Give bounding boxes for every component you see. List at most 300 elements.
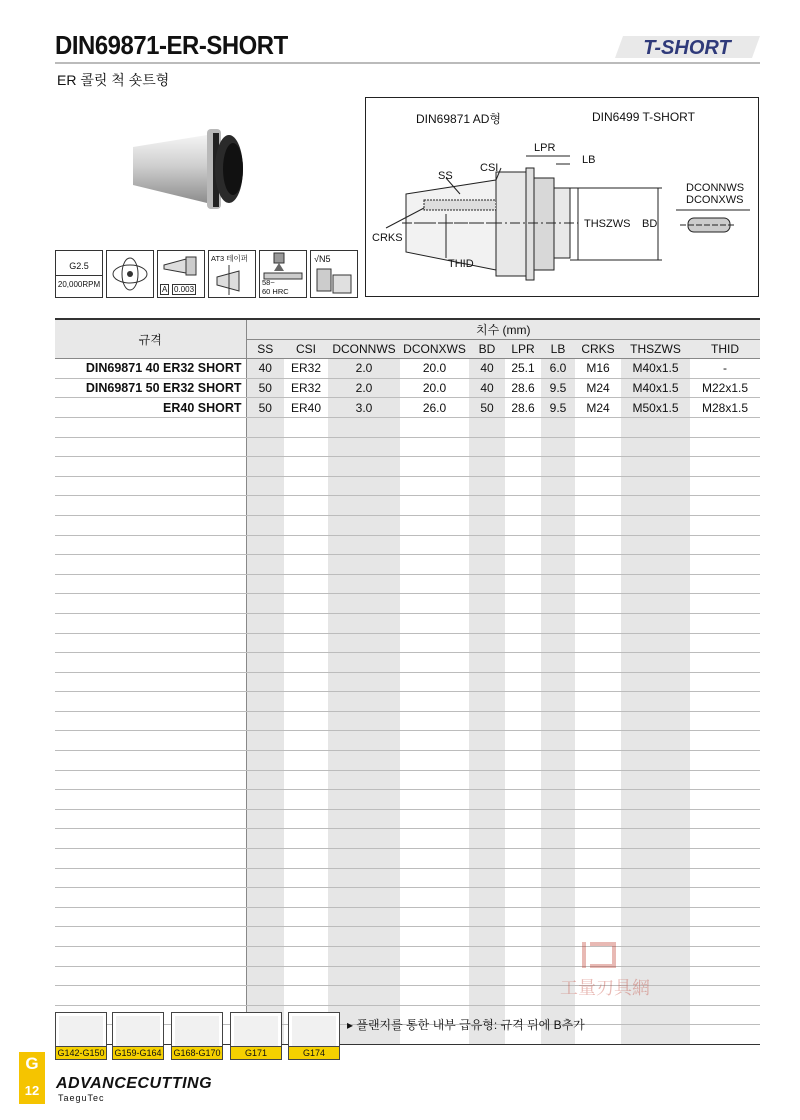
empty-cell: [621, 790, 690, 810]
product-photo: [125, 125, 255, 215]
empty-cell: [575, 692, 621, 712]
empty-cell: [55, 633, 246, 653]
empty-cell: [621, 770, 690, 790]
empty-cell: [400, 692, 469, 712]
empty-cell: [505, 770, 541, 790]
empty-cell: [505, 476, 541, 496]
svg-text:工量刃具網: 工量刃具網: [560, 978, 650, 999]
empty-cell: [469, 888, 505, 908]
empty-cell: [621, 515, 690, 535]
empty-cell: [284, 770, 328, 790]
empty-cell: [690, 907, 760, 927]
empty-cell: [575, 731, 621, 751]
empty-cell: [284, 633, 328, 653]
empty-cell: [246, 947, 284, 967]
empty-row: [55, 633, 760, 653]
dim-ss: SS: [438, 170, 453, 182]
empty-cell: [469, 868, 505, 888]
empty-cell: [284, 574, 328, 594]
empty-cell: [284, 417, 328, 437]
empty-cell: [505, 868, 541, 888]
empty-cell: [469, 907, 505, 927]
empty-cell: [690, 751, 760, 771]
empty-cell: [246, 711, 284, 731]
empty-cell: [575, 790, 621, 810]
empty-cell: [55, 947, 246, 967]
empty-cell: [246, 966, 284, 986]
col-header: CRKS: [575, 339, 621, 359]
empty-cell: [328, 535, 400, 555]
empty-cell: [541, 711, 575, 731]
empty-cell: [690, 535, 760, 555]
empty-cell: [621, 751, 690, 771]
pull-stud-icon: [116, 1016, 160, 1046]
spec-table: [55, 318, 760, 1045]
empty-cell: [328, 672, 400, 692]
empty-cell: [55, 790, 246, 810]
empty-cell: [469, 633, 505, 653]
empty-cell: [284, 907, 328, 927]
cell: 50: [246, 398, 284, 418]
empty-cell: [284, 457, 328, 477]
empty-cell: [469, 947, 505, 967]
empty-cell: [400, 770, 469, 790]
empty-cell: [55, 907, 246, 927]
empty-row: [55, 751, 760, 771]
empty-cell: [621, 417, 690, 437]
standard-label-left: DIN69871 AD형: [416, 112, 501, 126]
empty-row: [55, 829, 760, 849]
col-header: LB: [541, 339, 575, 359]
empty-cell: [621, 594, 690, 614]
empty-cell: [55, 692, 246, 712]
empty-cell: [246, 555, 284, 575]
empty-cell: [575, 829, 621, 849]
empty-cell: [541, 770, 575, 790]
empty-cell: [400, 907, 469, 927]
empty-cell: [400, 437, 469, 457]
empty-row: [55, 731, 760, 751]
empty-cell: [621, 476, 690, 496]
empty-cell: [690, 927, 760, 947]
section-letter: G: [25, 1054, 39, 1073]
empty-cell: [55, 496, 246, 516]
empty-cell: [246, 535, 284, 555]
empty-cell: [505, 751, 541, 771]
empty-cell: [505, 731, 541, 751]
empty-cell: [690, 947, 760, 967]
empty-cell: [284, 613, 328, 633]
empty-cell: [541, 555, 575, 575]
empty-cell: [284, 966, 328, 986]
empty-cell: [469, 790, 505, 810]
empty-cell: [505, 417, 541, 437]
empty-cell: [284, 535, 328, 555]
empty-row: [55, 476, 760, 496]
empty-cell: [328, 692, 400, 712]
empty-cell: [246, 986, 284, 1006]
empty-cell: [690, 496, 760, 516]
empty-cell: [284, 476, 328, 496]
empty-cell: [400, 672, 469, 692]
empty-cell: [328, 888, 400, 908]
empty-cell: [328, 457, 400, 477]
empty-cell: [541, 476, 575, 496]
cell: M40x1.5: [621, 359, 690, 379]
empty-cell: [284, 515, 328, 535]
empty-cell: [55, 986, 246, 1006]
dim-lb: LB: [582, 154, 596, 166]
empty-cell: [284, 829, 328, 849]
empty-cell: [690, 417, 760, 437]
empty-cell: [400, 496, 469, 516]
empty-cell: [246, 907, 284, 927]
empty-cell: [469, 751, 505, 771]
empty-cell: [400, 633, 469, 653]
dim-thid: THID: [448, 258, 474, 270]
empty-cell: [284, 751, 328, 771]
empty-cell: [690, 555, 760, 575]
dim-bd: BD: [642, 218, 658, 230]
empty-cell: [690, 457, 760, 477]
wrench-icon: [292, 1016, 336, 1046]
empty-cell: [400, 966, 469, 986]
empty-cell: [469, 731, 505, 751]
note-text: ▸ 플랜지를 통한 내부 급유형: 규격 뒤에 B추가: [347, 1018, 585, 1032]
empty-cell: [690, 849, 760, 869]
empty-cell: [575, 711, 621, 731]
page-number: 12: [24, 1083, 40, 1098]
table-row: [55, 398, 760, 418]
empty-cell: [284, 888, 328, 908]
empty-cell: [400, 731, 469, 751]
empty-cell: [575, 672, 621, 692]
empty-cell: [621, 496, 690, 516]
empty-cell: [690, 986, 760, 1006]
empty-cell: [246, 809, 284, 829]
spec-header: 규격: [55, 319, 246, 359]
empty-cell: [469, 692, 505, 712]
standard-label-right: DIN6499 T-SHORT: [592, 110, 695, 124]
empty-row: [55, 672, 760, 692]
empty-cell: [575, 907, 621, 927]
col-header: THSZWS: [621, 339, 690, 359]
empty-cell: [328, 809, 400, 829]
empty-cell: [621, 731, 690, 751]
taper-icon: AT3 테이퍼: [208, 250, 256, 298]
empty-cell: [621, 457, 690, 477]
empty-cell: [690, 437, 760, 457]
empty-cell: [400, 986, 469, 1006]
empty-row: [55, 809, 760, 829]
empty-cell: [469, 417, 505, 437]
empty-cell: [400, 574, 469, 594]
empty-cell: [690, 692, 760, 712]
empty-cell: [400, 751, 469, 771]
empty-cell: [621, 711, 690, 731]
empty-cell: [575, 770, 621, 790]
empty-cell: [328, 751, 400, 771]
cell: 2.0: [328, 378, 400, 398]
empty-cell: [328, 594, 400, 614]
empty-cell: [55, 476, 246, 496]
empty-cell: [621, 535, 690, 555]
empty-row: [55, 790, 760, 810]
empty-cell: [575, 417, 621, 437]
empty-cell: [621, 555, 690, 575]
empty-cell: [400, 868, 469, 888]
empty-cell: [469, 457, 505, 477]
empty-cell: [541, 849, 575, 869]
empty-cell: [246, 731, 284, 751]
empty-cell: [328, 868, 400, 888]
cell: 20.0: [400, 378, 469, 398]
empty-row: [55, 457, 760, 477]
empty-cell: [400, 947, 469, 967]
empty-cell: [246, 653, 284, 673]
empty-cell: [690, 1005, 760, 1025]
empty-cell: [621, 1025, 690, 1045]
empty-cell: [55, 868, 246, 888]
empty-cell: [541, 809, 575, 829]
empty-cell: [541, 574, 575, 594]
empty-cell: [469, 672, 505, 692]
collet-icon: [59, 1016, 103, 1046]
empty-cell: [469, 927, 505, 947]
toolholder-drawing: [366, 128, 758, 296]
empty-cell: [284, 986, 328, 1006]
empty-row: [55, 437, 760, 457]
empty-cell: [505, 672, 541, 692]
empty-cell: [328, 849, 400, 869]
ref-collet[interactable]: G142-G150: [55, 1012, 107, 1060]
empty-cell: [328, 927, 400, 947]
empty-cell: [469, 770, 505, 790]
empty-cell: [55, 809, 246, 829]
empty-cell: [400, 927, 469, 947]
empty-row: [55, 496, 760, 516]
empty-cell: [690, 790, 760, 810]
empty-cell: [469, 496, 505, 516]
empty-cell: [246, 574, 284, 594]
col-header: BD: [469, 339, 505, 359]
balancing-icon: [106, 250, 154, 298]
page-title: DIN69871-ER-SHORT: [55, 30, 288, 60]
empty-cell: [55, 672, 246, 692]
empty-cell: [328, 555, 400, 575]
cell: 6.0: [541, 359, 575, 379]
empty-cell: [575, 515, 621, 535]
empty-cell: [505, 496, 541, 516]
empty-cell: [575, 594, 621, 614]
empty-cell: [690, 653, 760, 673]
empty-cell: [246, 790, 284, 810]
empty-cell: [246, 692, 284, 712]
surface-finish-icon: √N5: [310, 250, 358, 298]
empty-cell: [690, 966, 760, 986]
cell: 26.0: [400, 398, 469, 418]
empty-cell: [621, 692, 690, 712]
empty-cell: [328, 947, 400, 967]
empty-cell: [246, 888, 284, 908]
empty-cell: [621, 672, 690, 692]
empty-cell: [284, 653, 328, 673]
empty-cell: [246, 457, 284, 477]
empty-cell: [55, 927, 246, 947]
empty-cell: [55, 535, 246, 555]
empty-cell: [690, 633, 760, 653]
col-header: SS: [246, 339, 284, 359]
dim-crks: CRKS: [372, 232, 403, 244]
cell: 3.0: [328, 398, 400, 418]
empty-cell: [621, 829, 690, 849]
empty-row: [55, 574, 760, 594]
empty-cell: [328, 829, 400, 849]
empty-cell: [690, 888, 760, 908]
empty-row: [55, 535, 760, 555]
empty-cell: [575, 574, 621, 594]
empty-cell: [505, 927, 541, 947]
empty-cell: [328, 653, 400, 673]
empty-cell: [541, 594, 575, 614]
cell: -: [690, 359, 760, 379]
empty-cell: [400, 829, 469, 849]
empty-cell: [469, 555, 505, 575]
cell: 2.0: [328, 359, 400, 379]
empty-row: [55, 555, 760, 575]
ref-wrench[interactable]: G174: [288, 1012, 340, 1060]
empty-cell: [328, 731, 400, 751]
empty-cell: [505, 613, 541, 633]
empty-cell: [541, 907, 575, 927]
empty-cell: [505, 594, 541, 614]
empty-cell: [284, 849, 328, 869]
cell: M28x1.5: [690, 398, 760, 418]
empty-row: [55, 692, 760, 712]
empty-cell: [690, 868, 760, 888]
empty-cell: [469, 986, 505, 1006]
empty-cell: [400, 417, 469, 437]
runout-icon: A 0.003: [157, 250, 205, 298]
empty-cell: [541, 790, 575, 810]
ref-pull-stud[interactable]: G159-G164: [112, 1012, 164, 1060]
empty-cell: [541, 751, 575, 771]
empty-cell: [284, 809, 328, 829]
empty-cell: [541, 829, 575, 849]
empty-cell: [284, 868, 328, 888]
empty-cell: [328, 966, 400, 986]
empty-cell: [541, 535, 575, 555]
empty-cell: [400, 653, 469, 673]
empty-row: [55, 594, 760, 614]
empty-cell: [505, 809, 541, 829]
empty-cell: [690, 594, 760, 614]
empty-cell: [469, 613, 505, 633]
empty-cell: [541, 868, 575, 888]
cell: 28.6: [505, 398, 541, 418]
empty-cell: [284, 947, 328, 967]
empty-cell: [575, 849, 621, 869]
empty-cell: [328, 496, 400, 516]
empty-cell: [55, 457, 246, 477]
empty-cell: [505, 633, 541, 653]
col-header: THID: [690, 339, 760, 359]
hardness-icon: 58~ 60 HRC: [259, 250, 307, 298]
empty-cell: [284, 692, 328, 712]
empty-row: [55, 515, 760, 535]
watermark-logo: [540, 940, 670, 1010]
empty-cell: [575, 457, 621, 477]
cell: 20.0: [400, 359, 469, 379]
empty-cell: [328, 986, 400, 1006]
empty-cell: [690, 711, 760, 731]
cell: 50: [246, 378, 284, 398]
empty-cell: [505, 966, 541, 986]
empty-cell: [621, 809, 690, 829]
empty-cell: [575, 535, 621, 555]
empty-cell: [469, 829, 505, 849]
empty-cell: [400, 555, 469, 575]
cell: ER40: [284, 398, 328, 418]
empty-cell: [505, 711, 541, 731]
dims-header: 치수 (mm): [246, 319, 760, 339]
col-header: LPR: [505, 339, 541, 359]
empty-cell: [469, 476, 505, 496]
ref-nut[interactable]: G171: [230, 1012, 282, 1060]
empty-cell: [505, 829, 541, 849]
empty-cell: [621, 907, 690, 927]
empty-cell: [469, 849, 505, 869]
cell: 40: [469, 378, 505, 398]
empty-cell: [505, 437, 541, 457]
empty-cell: [246, 751, 284, 771]
empty-cell: [246, 633, 284, 653]
empty-cell: [505, 515, 541, 535]
empty-cell: [246, 437, 284, 457]
empty-cell: [400, 711, 469, 731]
empty-cell: [690, 731, 760, 751]
empty-cell: [575, 437, 621, 457]
empty-cell: [246, 849, 284, 869]
empty-cell: [690, 809, 760, 829]
empty-cell: [246, 672, 284, 692]
empty-cell: [575, 653, 621, 673]
empty-cell: [284, 437, 328, 457]
empty-cell: [621, 868, 690, 888]
test-bar-icon: [175, 1016, 219, 1046]
empty-cell: [469, 437, 505, 457]
empty-row: [55, 653, 760, 673]
empty-cell: [575, 633, 621, 653]
empty-cell: [575, 809, 621, 829]
ref-test-bar[interactable]: G168-G170: [171, 1012, 223, 1060]
empty-cell: [246, 770, 284, 790]
cell: M24: [575, 378, 621, 398]
cell: 28.6: [505, 378, 541, 398]
empty-cell: [400, 457, 469, 477]
nut-icon: [234, 1016, 278, 1046]
cell: ER32: [284, 359, 328, 379]
empty-cell: [55, 417, 246, 437]
empty-row: [55, 888, 760, 908]
empty-cell: [55, 594, 246, 614]
empty-cell: [621, 888, 690, 908]
empty-cell: [469, 574, 505, 594]
empty-cell: [328, 770, 400, 790]
dim-lpr: LPR: [534, 142, 556, 154]
empty-row: [55, 417, 760, 437]
empty-cell: [621, 849, 690, 869]
